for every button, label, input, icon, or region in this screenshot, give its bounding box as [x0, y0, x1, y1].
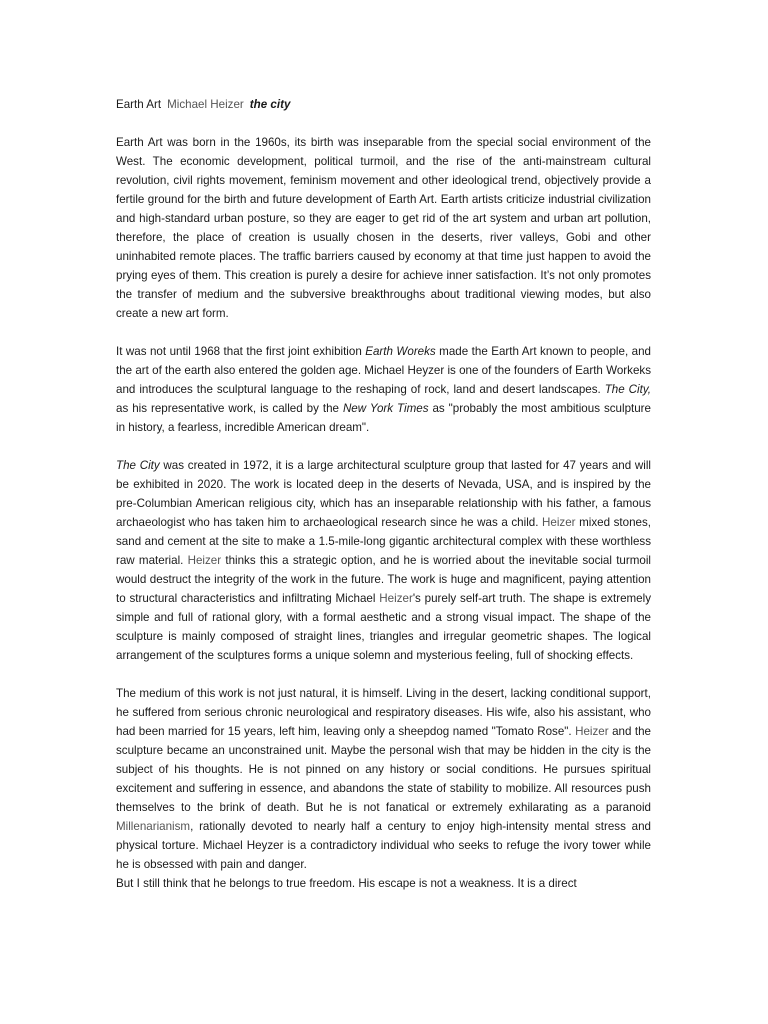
document-title	[116, 95, 651, 114]
title-michael-heizer: Michael Heizer	[167, 98, 244, 111]
paragraph-2	[116, 342, 651, 437]
text-run: as his representative work, is called by the	[116, 402, 343, 415]
work-title: The City,	[604, 383, 651, 396]
title-the-city: the city	[249, 98, 291, 111]
text-run: made the Earth Art known to people, and the art of the earth also entered the golden age. Michael Heyzer is one of the founders of Earth Workeks and introduces the sculptural language to the reshaping of rock, land and desert landscapes.	[116, 345, 651, 396]
text-run: The medium of this work is not just natural, it is himself. Living in the desert, lacking conditional support, he suffered from serious chronic neurological and respiratory diseases. His wife, also his assistant, who had been married for 15 years, left him, leaving only a sheepdog named "Tomato Rose".	[116, 687, 651, 738]
text-run: was created in 1972, it is a large architectural sculpture group that lasted for 47 years and will be exhibited in 2020. The work is located deep in the deserts of Nevada, USA, and is inspired by the pre-Columbian American religious city, which has an inseparable relationship with his father, a famous archaeologist who has taken him to archaeological research since he was a child.	[116, 459, 651, 529]
text-run: It was not until 1968 that the first joint exhibition	[116, 345, 366, 358]
text-run: 's purely self-art truth. The shape is extremely simple and full of rational glory, with a formal aesthetic and a strong visual impact. The shape of the sculpture is mainly composed of straight lines, triangles and irregular geometric shapes. The logical arrangement of the sculptures forms a unique solemn and mysterious feeling, full of shocking effects.	[116, 592, 651, 662]
document-body	[116, 95, 651, 912]
text-run: as "probably the most ambitious sculpture in history, a fearless, incredible American dream".	[116, 402, 651, 434]
text-run: mixed stones, sand and cement at the site to make a 1.5-mile-long gigantic architectural complex with these worthless raw material.	[116, 516, 651, 567]
text-run: and the sculpture became an unconstrained unit. Maybe the personal wish that may be hidden in the city is the subject of his thoughts. He is not pinned on any history or social conditions. He pursues spiritual excitement and suffering in essence, and abandons the state of stability to mobilize. All resources push themselves to the brink of death. But he is not fanatical or extremely exhilarating as a paranoid	[116, 725, 651, 814]
name-heizer: Heizer	[575, 725, 609, 738]
term-millenarianism: Millenarianism	[116, 820, 191, 833]
paragraph-4	[116, 684, 651, 874]
paragraph-5: But I still think that he belongs to true freedom. His escape is not a weakness. It is a direct	[116, 877, 577, 890]
work-title: The City	[116, 459, 160, 472]
text-run: thinks this a strategic option, and he is worried about the inevitable social turmoil would destruct the integrity of the work in the future. The work is huge and magnificent, paying attention to structural characteristics and infiltrating Michael	[116, 554, 651, 605]
exhibition-title: Earth Woreks	[365, 345, 436, 358]
title-earth-art: Earth Art	[116, 98, 162, 111]
name-heizer: Heizer	[379, 592, 413, 605]
newspaper-title: New York Times	[342, 402, 429, 415]
name-heizer: Heizer	[542, 516, 576, 529]
paragraph-3	[116, 456, 651, 665]
name-heizer: Heizer	[187, 554, 222, 567]
text-run: , rationally devoted to nearly half a century to enjoy high-intensity mental stress and physical torture. Michael Heyzer is a contradictory individual who seeks to refuge the ivory tower while he is obsessed with pain and danger.	[116, 820, 651, 871]
paragraph-1: Earth Art was born in the 1960s, its birth was inseparable from the special social environment of the West. The economic development, political turmoil, and the rise of the anti-mainstream cultural revolution, civil rights movement, feminism movement and other ideological trend, objectively provide a fertile ground for the birth and future development of Earth Art. Earth artists criticize industrial civilization and high-standard urban posture, so they are eager to get rid of the art system and urban art pollution, therefore, the place of creation is usually chosen in the deserts, river valleys, Gobi and other uninhabited remote places. The traffic barriers caused by economy at that time just happen to avoid the prying eyes of them. This creation is purely a desire for achieve inner satisfaction. It’s not only promotes the transfer of medium and the subversive breakthroughs about traditional viewing modes, but also create a new art form.	[116, 136, 651, 320]
